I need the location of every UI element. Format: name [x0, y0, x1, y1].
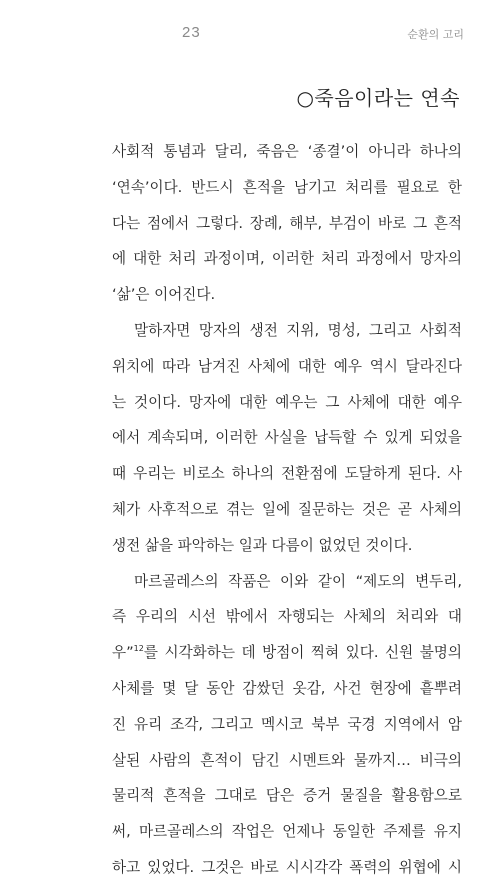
paragraph-line: 살된 사람의 흔적이 담긴 시멘트와 물까지… 비극의: [112, 751, 462, 769]
paragraph-line: 물리적 흔적을 그대로 담은 증거 물질을 활용함으로: [112, 787, 462, 805]
quote-end: 우”: [112, 644, 134, 662]
page-number: 23: [182, 24, 201, 41]
footnote-marker: 12: [133, 644, 144, 654]
paragraph-line: 때 우리는 비로소 하나의 전환점에 도달하게 된다. 사: [112, 465, 462, 483]
paragraph-line: 사체를 몇 달 동안 감쌌던 옷감, 사건 현장에 흩뿌려: [112, 679, 462, 697]
line-text: 를 시각화하는 데 방점이 찍혀 있다. 신원 불명의: [143, 644, 462, 662]
paragraph-line: 다는 점에서 그렇다. 장례, 해부, 부검이 바로 그 흔적: [112, 214, 462, 232]
paragraph-line: 사회적 통념과 달리, 죽음은 ‘종결’이 아니라 하나의: [112, 143, 462, 160]
paragraph-line: 마르골레스의 작품은 이와 같이 “제도의 변두리,: [134, 572, 462, 590]
paragraph-line-with-footnote: [112, 635, 462, 671]
paragraph-line: ‘연속’이다. 반드시 흔적을 남기고 처리를 필요로 한: [112, 178, 462, 196]
paragraph-line: 에서 계속되며, 이러한 사실을 납득할 수 있게 되었을: [112, 429, 462, 447]
body-text: [112, 134, 462, 886]
paragraph-line: 즉 우리의 시선 밖에서 자행되는 사체의 처리와 대: [112, 608, 462, 626]
paragraph-line: 에 대한 처리 과정이며, 이러한 처리 과정에서 망자의: [112, 250, 462, 268]
paragraph-line: 써, 마르골레스의 작업은 언제나 동일한 주제를 유지: [112, 823, 462, 841]
paragraph-line: 말하자면 망자의 생전 지위, 명성, 그리고 사회적: [134, 321, 462, 339]
paragraph-line: 는 것이다. 망자에 대한 예우는 그 사체에 대한 예우: [112, 393, 462, 411]
paragraph-line: 체가 사후적으로 겪는 일에 질문하는 것은 곧 사체의: [112, 500, 462, 518]
paragraph-line: 위치에 따라 남겨진 사체에 대한 예우 역시 달라진다: [112, 357, 462, 375]
running-header-title: 순환의 고리: [407, 28, 464, 41]
section-title: ○죽음이라는 연속: [296, 86, 460, 110]
paragraph-line: ‘삶’은 이어진다.: [112, 286, 216, 304]
paragraph-line: 진 유리 조각, 그리고 멕시코 북부 국경 지역에서 암: [112, 715, 462, 733]
paragraph-line: 하고 있었다. 그것은 바로 시시각각 폭력의 위협에 시: [112, 858, 462, 876]
paragraph-line: 생전 삶을 파악하는 일과 다름이 없었던 것이다.: [112, 536, 413, 554]
